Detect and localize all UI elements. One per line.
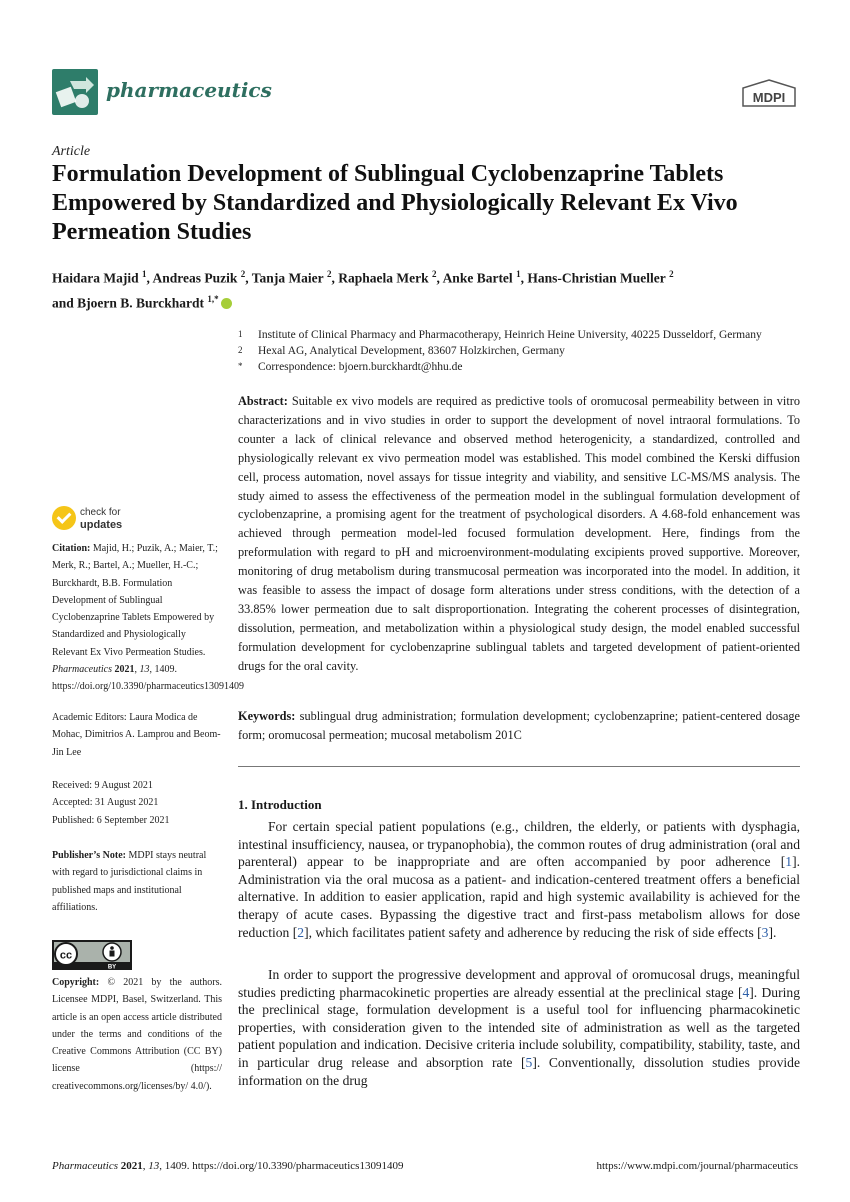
author-conjunction: and xyxy=(52,295,74,310)
section-heading: 1. Introduction xyxy=(238,797,322,812)
author-affil-sup: 1 xyxy=(142,269,147,279)
cc-by-license-icon[interactable] xyxy=(52,940,132,970)
citation-link[interactable]: 3 xyxy=(761,924,769,940)
check-updates-line2: updates xyxy=(80,519,123,531)
article-type: Article xyxy=(52,144,91,159)
paragraph-text: ]. xyxy=(768,924,777,940)
abstract xyxy=(238,392,800,676)
affiliation xyxy=(238,345,565,357)
accepted-date: Accepted: 31 August 2021 xyxy=(52,797,159,809)
publishers-note xyxy=(52,847,222,916)
publishers-note-label: Publisher’s Note: xyxy=(52,850,126,861)
paragraph-text: ], which facilitates patient safety and adherence by reducing the risk of side effects [ xyxy=(304,924,762,940)
author-name: Bjoern B. Burckhardt xyxy=(77,295,205,310)
paragraph xyxy=(238,818,800,941)
paragraph-text: For certain special patient populations (e.g., children, the elderly, or patients with dysphagia, intestinal insufficiency, nausea, or trypanophobia), the common routes of drug administration (oral and parenteral) appear to be inappropriate and are often accompanied by poor adherence [ xyxy=(238,819,800,870)
citation-block: Citation: Majid, H.; Puzik, A.; Maier, T.; Merk, R.; Bartel, A.; Mueller, H.-C.; Burckhardt, B.B. Formulation Development of Sublingual Cyclobenzaprine Tablets Empowered by Standardized and Physiologically Relevant Ex Vivo Permeation Studies. Pharmaceutics 2021, 13, 1409. https://doi.org/10.3390/pharmaceutics13091409 xyxy=(52,543,245,693)
author-name: Anke Bartel xyxy=(442,270,513,286)
affiliation-text: Hexal AG, Analytical Development, 83607 Holzkirchen, Germany xyxy=(258,345,565,357)
check-for-updates-button[interactable] xyxy=(52,505,122,531)
svg-text:cc: cc xyxy=(59,949,73,962)
published-date: Published: 6 September 2021 xyxy=(52,814,170,826)
paragraph-text: ]. During the preclinical stage, formulation development is a useful tool for influencing pharmacokinetic properties, with consideration given to the intended site of administration as well as the targeted patient population and indication. Decisive criteria include solubility, compatibility, stability, taste, and in particular drug release and absorption rate [ xyxy=(238,984,800,1070)
citation-volume: 13 xyxy=(139,664,150,676)
publishers-note-text: MDPI stays neutral with regard to jurisdictional claims in published maps and institutional affiliations. xyxy=(52,850,207,913)
affiliation xyxy=(238,329,762,341)
footer-volume: 13 xyxy=(148,1160,160,1172)
affiliation-number: * xyxy=(238,361,243,371)
footer-year: 2021 xyxy=(120,1160,143,1172)
orcid-icon[interactable] xyxy=(221,298,232,309)
copyright-text: © 2021 by the authors. Licensee MDPI, Basel, Switzerland. This article is an open access article distributed under the terms and conditions of the Creative Commons Attribution (CC BY) license (https:// creativecommons.org/licenses/by/ 4.0/). xyxy=(52,977,222,1092)
keywords-text: sublingual drug administration; formulation development; cyclobenzaprine; patient-centered dosage form; oromucosal permeation; mucosal metabolism 201C xyxy=(238,709,801,742)
citation-doi[interactable]: , 1409. https://doi.org/10.3390/pharmaceutics13091409 xyxy=(52,664,245,693)
copyright-block xyxy=(52,974,222,1095)
footer-journal: Pharmaceutics xyxy=(52,1160,118,1172)
affiliation-text: Institute of Clinical Pharmacy and Pharmacotherapy, Heinrich Heine University, 40225 Dusseldorf, Germany xyxy=(258,329,762,341)
check-updates-line1: check for xyxy=(80,507,121,518)
cc-by-label: BY xyxy=(107,964,117,970)
author-name: Haidara Majid xyxy=(52,270,139,286)
citation-link[interactable]: 2 xyxy=(297,924,305,940)
academic-editors: Academic Editors: Laura Modica de Mohac, Dimitrios A. Lamprou and Beom-Jin Lee xyxy=(52,712,221,758)
author-affil-sup: 2 xyxy=(327,269,332,279)
paragraph xyxy=(238,966,800,1089)
correspondence xyxy=(238,361,462,373)
author-affil-sup: 1 xyxy=(516,269,521,279)
journal-name: pharmaceutics xyxy=(106,78,272,102)
citation-year: 2021 xyxy=(114,664,135,676)
footer-doi[interactable]: , 1409. https://doi.org/10.3390/pharmaceutics13091409 xyxy=(159,1160,404,1172)
abstract-label: Abstract: xyxy=(238,394,288,408)
journal-logo-icon xyxy=(52,69,98,115)
author-affil-sup: 2 xyxy=(669,269,674,279)
author-name: Raphaela Merk xyxy=(338,270,429,286)
paragraph-text: ]. Conventionally, dissolution studies provide information on the drug xyxy=(238,1054,801,1088)
article-title: Formulation Development of Sublingual Cyclobenzaprine Tablets Empowered by Standardized and Physiologically Relevant Ex Vivo Permeation Studies xyxy=(52,161,738,245)
dates-block xyxy=(52,777,222,829)
abstract-text: Suitable ex vivo models are required as predictive tools of oromucosal permeability between in vitro characterizations and in vivo studies in order to support the development of novel intraoral formulations. To counter a lack of clinical relevance and observed method heterogenicity, a standardized, controlled and physiologically relevant ex vivo permeation model was established. This model combined the Kerski diffusion cell, process automation, novel assays for tissue integrity and viability, and sensitive LC-MS/MS analysis. The study aimed to assess the effectiveness of the permeation model in the sublingual formulation development of cyclobenzaprine, a promising agent for the treatment of psychological disorders. A 4.68-fold enhancement was achieved through permeation model-led focused formulation development. Here, findings from the preformulation with regard to pH and microenvironment-modulating excipients proved supportive. Moreover, monitoring of drug metabolism during transmucosal permeation was incorporated into the model. In addition, it was feasible to assess the impact of dosage form alterations under stress conditions, with the detection of a 33.85% lower permeation due to salt disproportionation. Integrating the coherent processes of disintegration, dissolution, permeation, and metabolization within a physiological study design, the model enabled successful formulation development for cyclobenzaprine sublingual tablets and targeted development of patient-oriented drugs for the oral cavity. xyxy=(238,394,801,673)
affiliation-number: 1 xyxy=(238,329,243,339)
keywords-label: Keywords: xyxy=(238,709,296,723)
checkmark-icon xyxy=(52,506,76,530)
mdpi-logo xyxy=(739,78,799,108)
author-name: Hans-Christian Mueller xyxy=(527,270,666,286)
paragraph-text: In order to support the progressive development and approval of oromucosal drugs, meaningful studies predicting pharmacokinetic properties are already essential at the preclinical stage [ xyxy=(238,967,800,1000)
keywords xyxy=(238,707,800,745)
affiliation-text: Correspondence: bjoern.burckhardt@hhu.de xyxy=(258,361,463,373)
citation-link[interactable]: 1 xyxy=(785,854,793,870)
copyright-label: Copyright: xyxy=(52,977,100,988)
received-date: Received: 9 August 2021 xyxy=(52,780,153,791)
publisher-name: MDPI xyxy=(752,90,786,105)
author-name: Andreas Puzik xyxy=(152,270,238,286)
author-affil-sup: 2 xyxy=(240,269,246,279)
paragraph-text: ]. Administration via the oral mucosa as a patient- and indication-centered treatment offers a beneficial alternative. In addition to easier application, rapid and high systemic availability is achieved for the therapy of acute cases. Bypassing the digestive tract and first-pass metabolism allows for dose reduction [ xyxy=(238,854,800,940)
citation-link[interactable]: 5 xyxy=(525,1054,533,1070)
section-divider xyxy=(238,766,800,767)
author-affil-sup: 1,* xyxy=(207,293,219,304)
citation-journal: Pharmaceutics xyxy=(52,664,112,676)
author-affil-sup: 2 xyxy=(432,269,437,279)
author-list: Haidara Majid $^1$, Andreas Puzik $^2$, Tanja Maier $^2$, Raphaela Merk $^2$, Anke Bartel $^1$, Hans-Christian Mueller $^2$ and Bjoern B. Burckhardt $^{1,*}$ xyxy=(52,269,674,310)
footer-citation: Pharmaceutics 2021, 13, 1409. https://doi.org/10.3390/pharmaceutics13091409 xyxy=(52,1160,404,1172)
affiliation-number: 2 xyxy=(238,345,243,355)
citation-link[interactable]: 4 xyxy=(742,984,750,1000)
footer-journal-url[interactable]: https://www.mdpi.com/journal/pharmaceutics xyxy=(596,1160,798,1172)
citation-label: Citation: xyxy=(52,543,91,554)
author-name: Tanja Maier xyxy=(251,270,324,286)
citation-text: Majid, H.; Puzik, A.; Maier, T.; Merk, R.; Bartel, A.; Mueller, H.-C.; Burckhardt, B.B. Formulation Development of Sublingual Cyclobenzaprine Tablets Empowered by Standardized and Physiologically Relevant Ex Vivo Permeation Studies. xyxy=(52,543,218,658)
